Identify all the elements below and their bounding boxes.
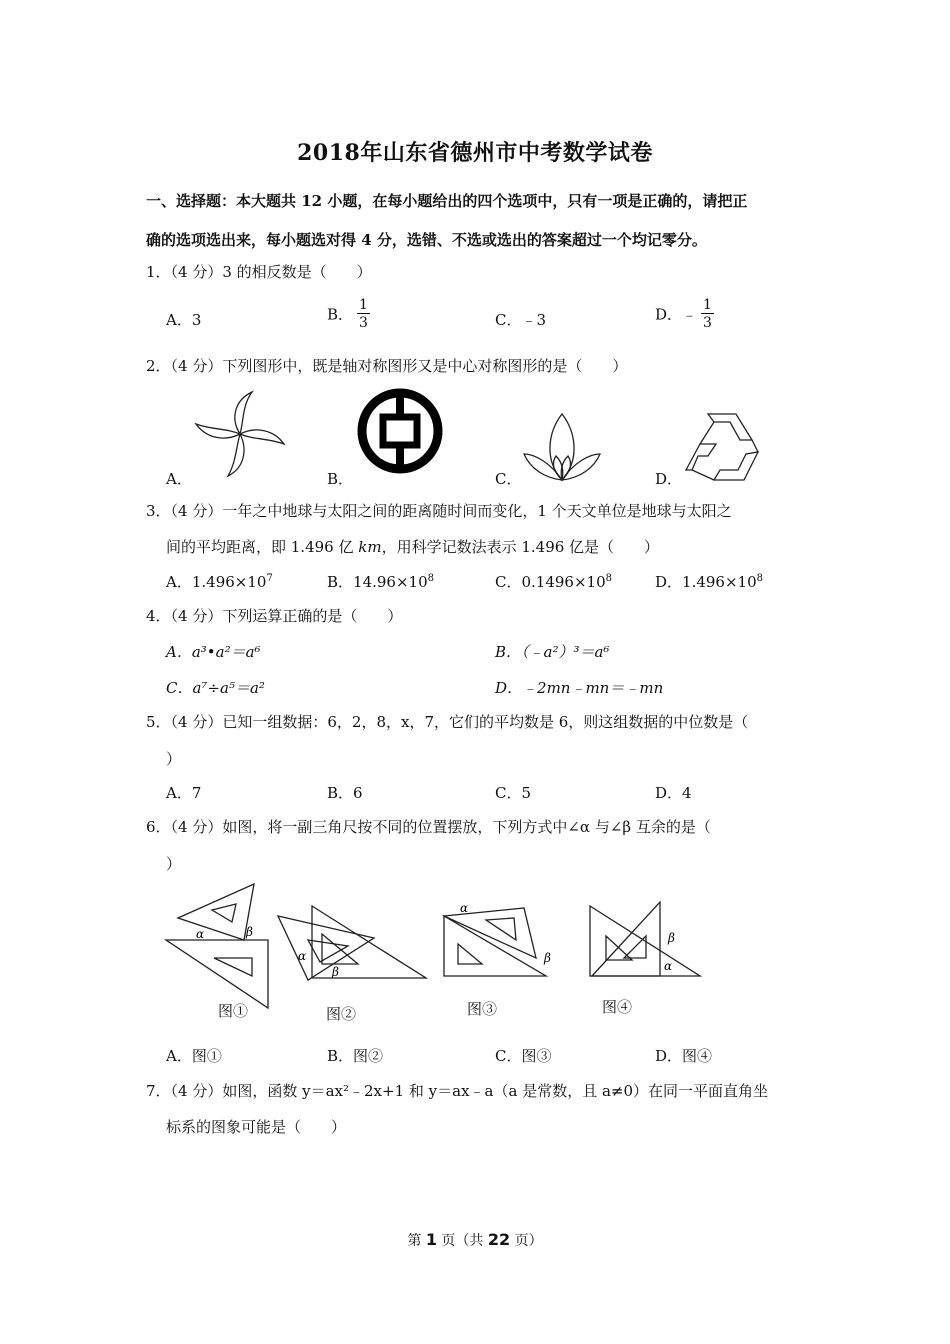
q1-option-b-fraction: [357, 298, 370, 330]
option-base: C．0.1496×10: [495, 573, 606, 591]
q4-stem: 4．（4 分）下列运算正确的是（ ）: [146, 607, 403, 625]
q5-stem-line2: ）: [166, 750, 182, 768]
q3-stem-line1: 3．（4 分）一年之中地球与太阳之间的距离随时间而变化，1 个天文单位是地球与太阳之: [146, 502, 732, 520]
page-footer: [0, 1230, 950, 1250]
q6-option-c: C．图③: [495, 1047, 552, 1065]
q2-stem: 2．（4 分）下列图形中，既是轴对称图形又是中心对称图形的是（ ）: [146, 357, 628, 375]
alpha-label: α: [664, 959, 673, 973]
q1-option-d-label: D．﹣: [655, 305, 698, 324]
set-square-figure-2: [278, 902, 428, 982]
q6-stem-line1: 6．（4 分）如图，将一副三角尺按不同的位置摆放，下列方式中∠α 与∠β 互余的是（: [146, 818, 711, 836]
q3-stem-line2-unit: km: [358, 538, 382, 556]
q1-option-b: [327, 298, 370, 330]
q1-option-a: A．3: [166, 311, 202, 329]
option-exponent: 8: [756, 573, 763, 584]
q3-stem-line2: [166, 536, 659, 557]
q1-stem: 1．（4 分）3 的相反数是（ ）: [146, 263, 372, 281]
q6-stem-line2: ）: [166, 855, 182, 873]
q2-option-b: B．: [327, 470, 354, 488]
q1-option-d-fraction: [701, 298, 714, 330]
q6-option-b: B．图②: [327, 1047, 384, 1065]
q5-option-b: B．6: [327, 784, 363, 802]
pinwheel-figure: [190, 388, 290, 480]
bank-logo-figure: [355, 386, 445, 476]
q7-stem-line1: 7．（4 分）如图，函数 y＝ax²﹣2x+1 和 y＝ax﹣a（a 是常数，且 a≠0）在同一平面直角坐: [146, 1082, 769, 1100]
set-square-figure-1: [166, 882, 276, 1010]
q5-option-c: C．5: [495, 784, 532, 802]
q3-stem-line2-pre: 间的平均距离，即 1.496 亿: [166, 538, 359, 556]
option-base: D．1.496×10: [655, 573, 757, 591]
page-title: 2018年山东省德州市中考数学试卷: [297, 140, 653, 166]
beta-label: β: [246, 925, 253, 939]
q4-option-a: A．a³•a²＝a⁶: [166, 643, 261, 661]
q4-option-d: D．﹣2mn﹣mn＝﹣mn: [495, 679, 664, 697]
option-exponent: 7: [266, 573, 273, 584]
q3-option-d: [655, 571, 763, 592]
footer-middle: 页（共: [436, 1233, 488, 1249]
lotus-figure: [522, 410, 602, 482]
alpha-label: α: [196, 927, 205, 941]
fig1-label: 图①: [218, 1002, 249, 1020]
section-header-line2: 确的选项选出来，每小题选对得 4 分，选错、不选或选出的答案超过一个均记零分。: [146, 231, 707, 249]
q2-option-d: D．: [655, 470, 683, 488]
section-header-line1: 一、选择题：本大题共 12 小题，在每小题给出的四个选项中，只有一项是正确的，请把正: [146, 192, 748, 210]
q3-stem-line2-post: ，用科学记数法表示 1.496 亿是（ ）: [381, 538, 660, 556]
footer-suffix: 页）: [510, 1233, 543, 1249]
q3-option-b: [327, 571, 434, 592]
q2-option-c: C．: [495, 470, 522, 488]
q3-option-a: [166, 571, 273, 592]
q5-stem-line1: 5．（4 分）已知一组数据：6，2，8，x，7，它们的平均数是 6，则这组数据的中位数是（: [146, 713, 749, 731]
beta-label: β: [332, 965, 339, 979]
q7-stem-line2: 标系的图象可能是（ ）: [166, 1118, 347, 1136]
q1-option-c: C．﹣3: [495, 311, 547, 329]
option-base: B．14.96×10: [327, 573, 428, 591]
alpha-label: α: [460, 901, 469, 915]
current-page-number: 1: [425, 1230, 437, 1249]
q2-option-a: A．: [166, 470, 192, 488]
option-exponent: 8: [427, 573, 434, 584]
option-base: A．1.496×10: [166, 573, 267, 591]
set-square-figure-3: [440, 896, 555, 980]
triangle-knot-figure: [680, 410, 764, 484]
q6-option-a: A．图①: [166, 1047, 222, 1065]
q6-option-d: D．图④: [655, 1047, 713, 1065]
beta-label: β: [544, 951, 551, 965]
fraction-denominator: 3: [359, 315, 368, 331]
total-pages-number: 22: [487, 1230, 511, 1249]
q1-option-b-label: B．: [327, 305, 354, 324]
q5-option-d: D．4: [655, 784, 692, 802]
q4-option-c: C．a⁷÷a⁵＝a²: [166, 679, 265, 697]
fig3-label: 图③: [467, 1000, 498, 1018]
fraction-numerator: 1: [703, 297, 712, 313]
footer-prefix: 第: [407, 1233, 426, 1249]
q4-option-b: B．（﹣a²）³＝a⁶: [495, 643, 610, 661]
q3-option-c: [495, 571, 612, 592]
set-square-figure-4: [588, 900, 706, 980]
fraction-numerator: 1: [359, 297, 368, 313]
fig2-label: 图②: [326, 1005, 357, 1023]
fig4-label: 图④: [602, 998, 633, 1016]
alpha-label: α: [298, 949, 307, 963]
fraction-denominator: 3: [703, 315, 712, 331]
option-exponent: 8: [605, 573, 612, 584]
beta-label: β: [668, 931, 675, 945]
q1-option-d: [655, 298, 714, 330]
q5-option-a: A．7: [166, 784, 202, 802]
